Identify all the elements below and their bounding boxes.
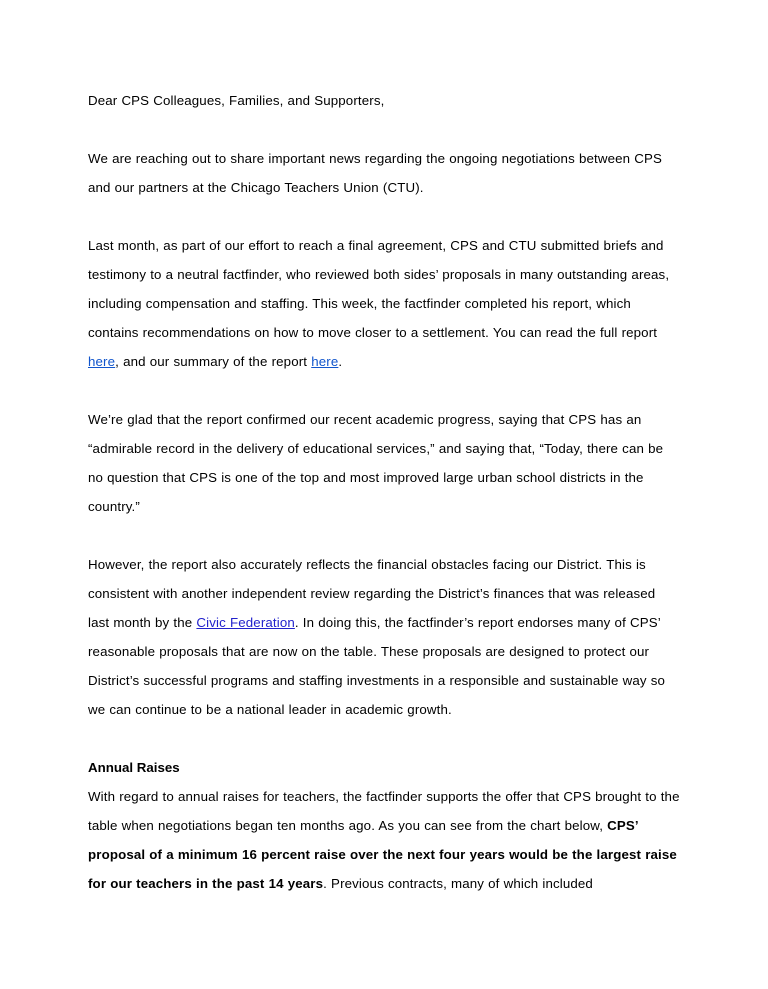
civic-federation-link[interactable]: Civic Federation (196, 615, 295, 630)
paragraph-factfinder-report (88, 231, 680, 376)
paragraph-factfinder-text-c: . (338, 354, 343, 369)
paragraph-annual-raises (88, 782, 680, 898)
document-body (88, 86, 680, 898)
paragraph-annual-raises-text-a: With regard to annual raises for teachers, the factfinder supports the offer that CPS brought to the table when negotiations began ten months ago. As you can see from the chart below, (88, 789, 680, 833)
salutation-paragraph (88, 86, 680, 115)
full-report-link[interactable]: here (88, 354, 116, 369)
paragraph-annual-raises-bold: CPS’ proposal of a minimum 16 percent raise over the next four years would be the largest raise for our teachers in the past 14 years (88, 818, 677, 891)
paragraph-factfinder-text-a: Last month, as part of our effort to reach a final agreement, CPS and CTU submitted briefs and testimony to a neutral factfinder, who reviewed both sides’ proposals in many outstanding areas, including compensation and staffing. This week, the factfinder completed his report, which contains recommendations on how to move closer to a settlement. You can read the full report (88, 238, 670, 340)
paragraph-academic-progress (88, 405, 680, 521)
paragraph-financial-text-b: . In doing this, the factfinder’s report endorses many of CPS’ reasonable proposals that are now on the table. These proposals are designed to protect our District’s successful programs and staffing investments in a responsible and sustainable way so we can continue to be a national leader in academic growth. (88, 615, 666, 717)
paragraph-intro (88, 144, 680, 202)
paragraph-intro-text: We are reaching out to share important news regarding the ongoing negotiations between CPS and our partners at the Chicago Teachers Union (CTU). (88, 151, 663, 195)
paragraph-academic-progress-text: We’re glad that the report confirmed our recent academic progress, saying that CPS has an “admirable record in the delivery of educational services,” and saying that, “Today, there can be no question that CPS is one of the top and most improved large urban school districts in the country.” (88, 412, 664, 514)
paragraph-factfinder-text-b: , and our summary of the report (115, 354, 312, 369)
summary-report-link[interactable]: here (311, 354, 339, 369)
paragraph-financial-obstacles (88, 550, 680, 724)
paragraph-annual-raises-text-b: . Previous contracts, many of which included (323, 876, 593, 891)
salutation-text: Dear CPS Colleagues, Families, and Supporters, (88, 93, 385, 108)
paragraph-financial-text-a: However, the report also accurately reflects the financial obstacles facing our District. This is consistent with another independent review regarding the District’s finances that was released last month by the (88, 557, 656, 630)
section-heading-annual-raises: Annual Raises (88, 760, 180, 775)
